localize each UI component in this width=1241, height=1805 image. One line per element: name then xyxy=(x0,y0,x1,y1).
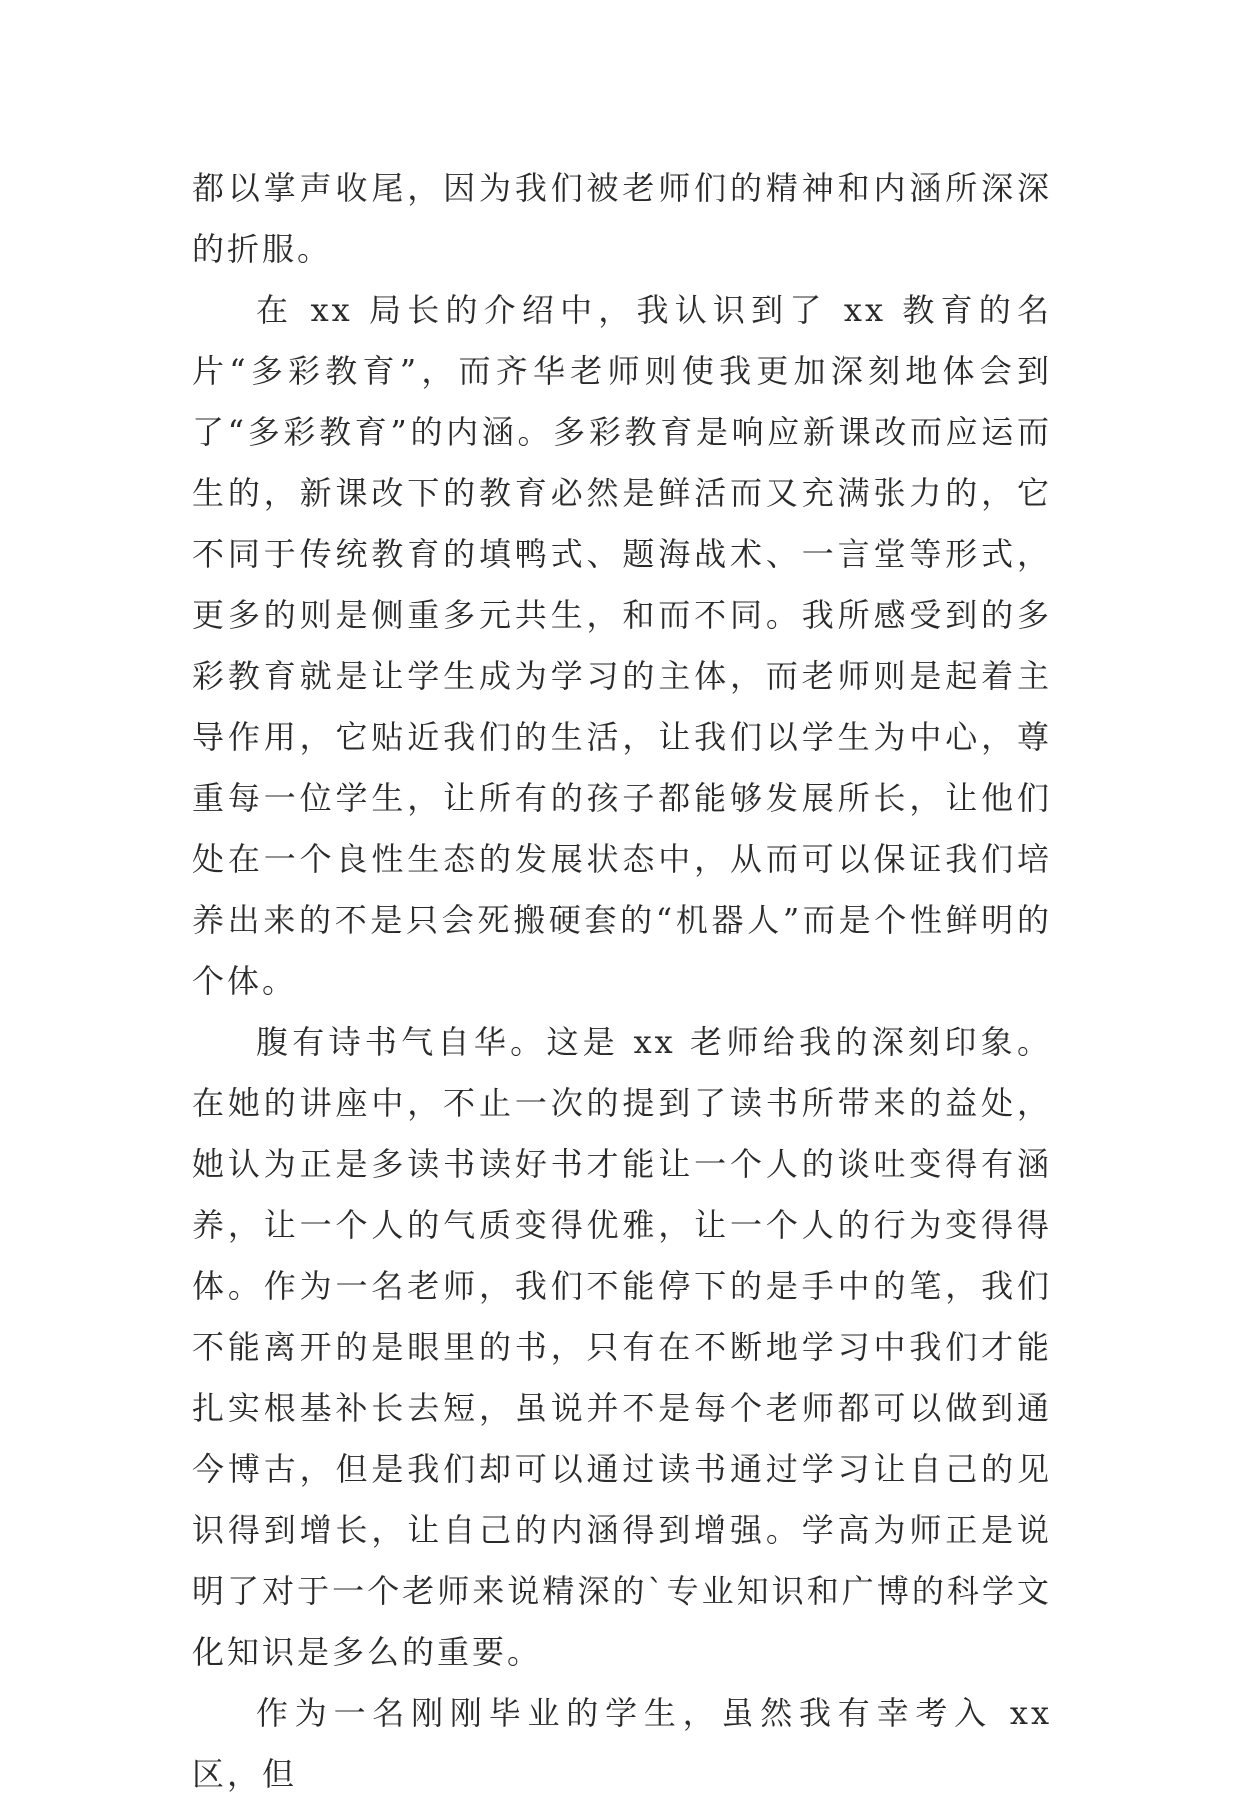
paragraph-4: 作为一名刚刚毕业的学生，虽然我有幸考入 xx 区，但 xyxy=(192,1694,1052,1793)
body-text xyxy=(192,158,1052,1805)
paragraph-3: 腹有诗书气自华。这是 xx 老师给我的深刻印象。在她的讲座中，不止一次的提到了读书所带来的益处，她认为正是多读书读好书才能让一个人的谈吐变得有涵养，让一个人的气质变得优雅，让一个人的行为变得得体。作为一名老师，我们不能停下的是手中的笔，我们不能离开的是眼里的书，只有在不断地学习中我们才能扎实根基补长去短，虽说并不是每个老师都可以做到通今博古，但是我们却可以通过读书通过学习让自己的见识得到增长，让自己的内涵得到增强。学高为师正是说明了对于一个老师来说精深的`专业知识和广博的科学文化知识是多么的重要。 xyxy=(192,1023,1052,1671)
paragraph-1: 都以掌声收尾，因为我们被老师们的精神和内涵所深深的折服。 xyxy=(192,169,1052,268)
paragraph-2: 在 xx 局长的介绍中，我认识到了 xx 教育的名片“多彩教育”，而齐华老师则使我更加深刻地体会到了“多彩教育”的内涵。多彩教育是响应新课改而应运而生的，新课改下的教育必然是鲜活而又充满张力的，它不同于传统教育的填鸭式、题海战术、一言堂等形式，更多的则是侧重多元共生，和而不同。我所感受到的多彩教育就是让学生成为学习的主体，而老师则是起着主导作用，它贴近我们的生活，让我们以学生为中心，尊重每一位学生，让所有的孩子都能够发展所长，让他们处在一个良性生态的发展状态中，从而可以保证我们培养出来的不是只会死搬硬套的“机器人”而是个性鲜明的个体。 xyxy=(192,291,1052,1000)
